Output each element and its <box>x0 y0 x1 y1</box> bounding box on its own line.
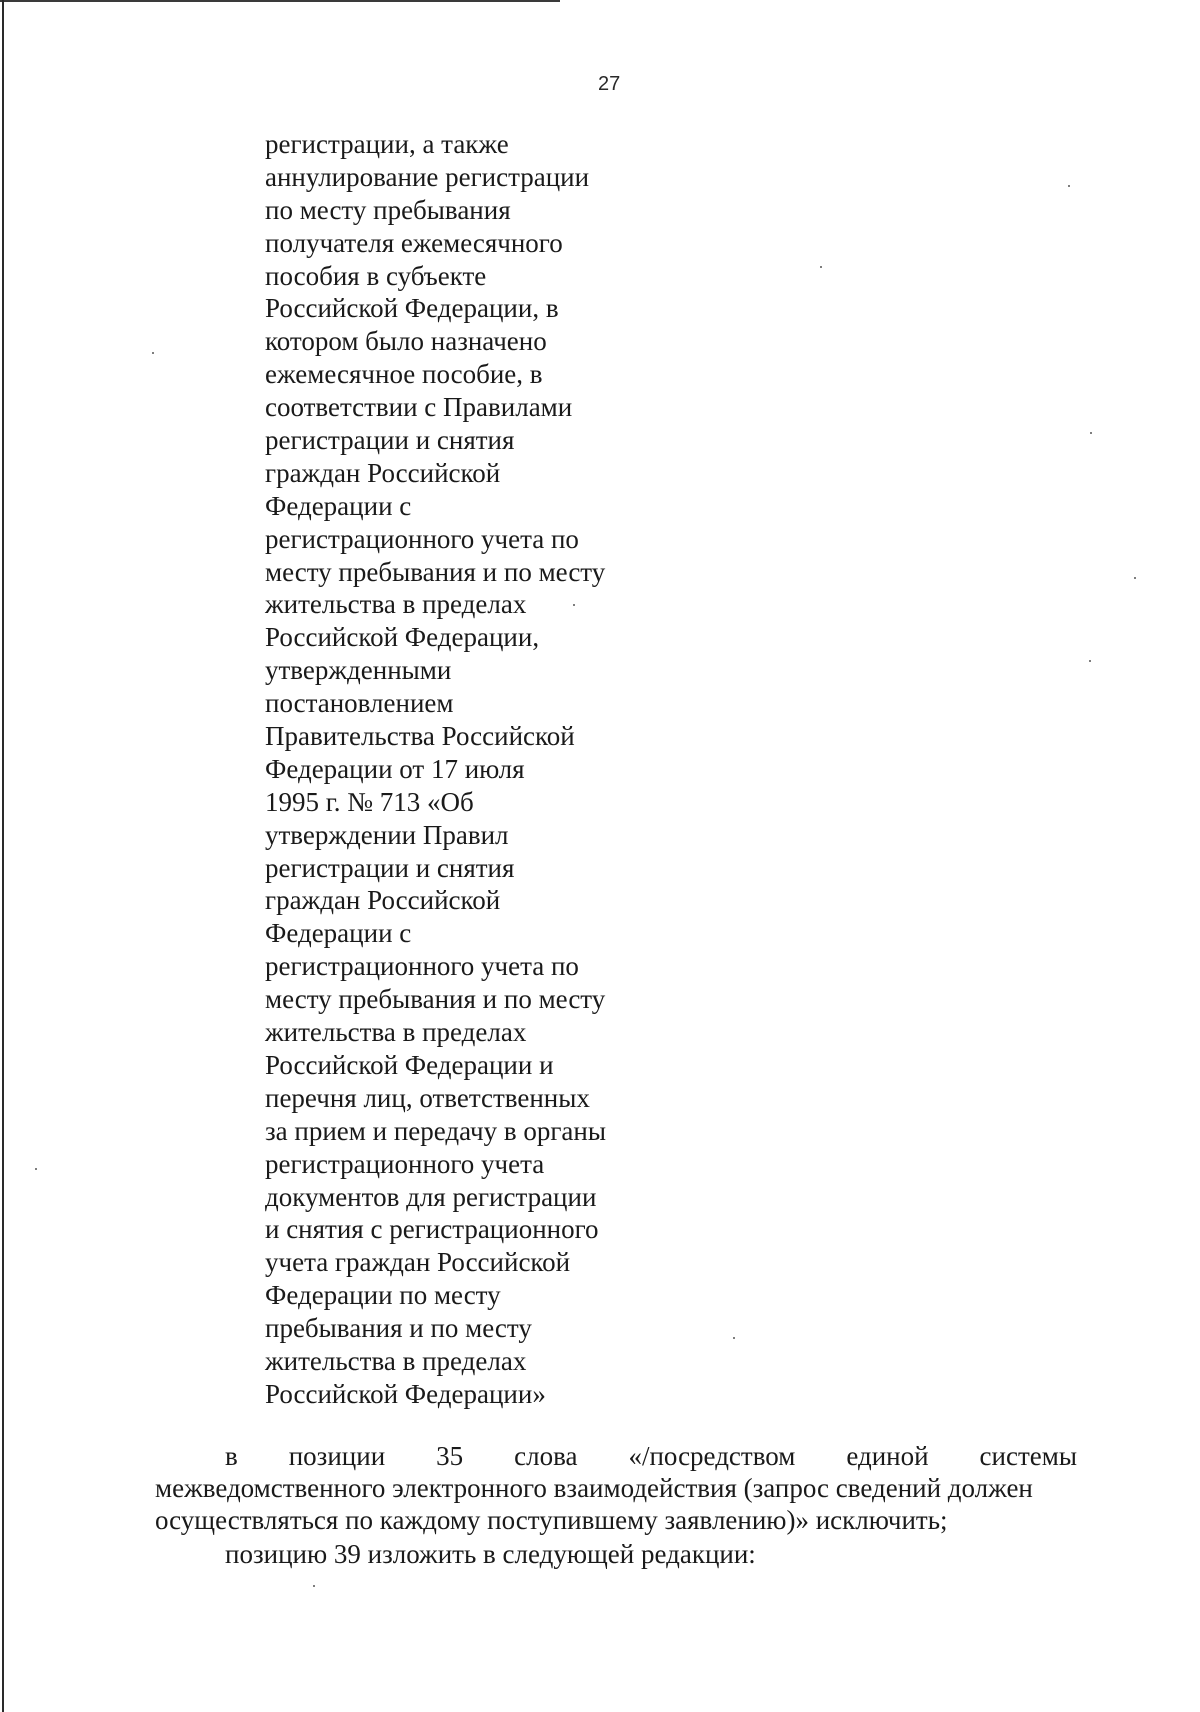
text-line: и снятия с регистрационного <box>265 1214 599 1245</box>
page-number: 27 <box>598 73 621 95</box>
word: слова <box>514 1441 578 1471</box>
text-line: регистрационного учета <box>265 1148 545 1179</box>
text-line: ежемесячное пособие, в <box>265 359 543 390</box>
paragraph-line: осуществляться по каждому поступившему заявлению)» исключить; <box>155 1505 948 1535</box>
scan-speck <box>152 352 154 354</box>
word: системы <box>979 1441 1077 1471</box>
text-line: жительства в пределах <box>265 589 527 620</box>
scan-speck <box>573 604 575 606</box>
text-line: пособия в субъекте <box>265 260 487 291</box>
text-line: Российской Федерации, <box>265 622 540 653</box>
word: 35 <box>436 1441 464 1471</box>
paragraph-position-35 <box>155 1440 1077 1536</box>
scan-speck <box>1090 432 1092 434</box>
text-line: граждан Российской <box>265 457 501 488</box>
scan-speck <box>35 1168 37 1170</box>
word: «/посредством <box>628 1441 796 1471</box>
text-line: получателя ежемесячного <box>265 227 563 258</box>
text-line: документов для регистрации <box>265 1181 597 1212</box>
text-line: по месту пребывания <box>265 194 511 225</box>
text-line: соответствии с Правилами <box>265 392 573 423</box>
scan-speck <box>1068 185 1070 187</box>
text-line: перечня лиц, ответственных <box>265 1082 590 1113</box>
scan-speck <box>1089 660 1091 662</box>
text-line: регистрации и снятия <box>265 425 515 456</box>
text-line: котором было назначено <box>265 326 547 357</box>
text-line: Правительства Российской <box>265 721 575 752</box>
paragraph-first-line <box>155 1440 1077 1472</box>
scan-speck <box>820 266 822 268</box>
scan-speck <box>1134 577 1136 579</box>
paragraph-line: межведомственного электронного взаимодействия (запрос сведений должен <box>155 1473 1033 1503</box>
scan-border-left <box>2 0 4 1712</box>
text-line: жительства в пределах <box>265 1017 527 1048</box>
text-line: регистрации и снятия <box>265 852 515 883</box>
text-line: утвержденными <box>265 655 452 686</box>
table-cell-text <box>265 128 645 1411</box>
text-line: Российской Федерации» <box>265 1378 546 1409</box>
scan-border-top <box>0 0 560 2</box>
text-line: месту пребывания и по месту <box>265 984 606 1015</box>
text-line: утверждении Правил <box>265 819 509 850</box>
text-line: за прием и передачу в органы <box>265 1115 606 1146</box>
word: в <box>225 1441 238 1471</box>
text-line: учета граждан Российской <box>265 1247 571 1278</box>
paragraph-position-39: позицию 39 изложить в следующей редакции: <box>225 1539 756 1569</box>
scan-speck <box>313 1585 315 1587</box>
scan-speck <box>733 1337 735 1339</box>
text-line: Федерации с <box>265 490 412 521</box>
text-line: Российской Федерации, в <box>265 293 559 324</box>
text-line: 1995 г. № 713 «Об <box>265 786 474 817</box>
text-line: регистрации, а также <box>265 129 509 159</box>
text-line: Федерации по месту <box>265 1280 501 1311</box>
text-line: Российской Федерации и <box>265 1049 554 1080</box>
text-line: жительства в пределах <box>265 1345 527 1376</box>
text-line: Федерации от 17 июля <box>265 753 525 784</box>
text-line: месту пребывания и по месту <box>265 556 606 587</box>
word: позиции <box>288 1441 386 1471</box>
text-line: регистрационного учета по <box>265 523 579 554</box>
text-line: регистрационного учета по <box>265 951 579 982</box>
text-line: Федерации с <box>265 918 412 949</box>
text-line: пребывания и по месту <box>265 1313 532 1344</box>
word: единой <box>846 1441 929 1471</box>
text-line: аннулирование регистрации <box>265 161 590 192</box>
text-line: граждан Российской <box>265 885 501 916</box>
text-line: постановлением <box>265 688 454 719</box>
